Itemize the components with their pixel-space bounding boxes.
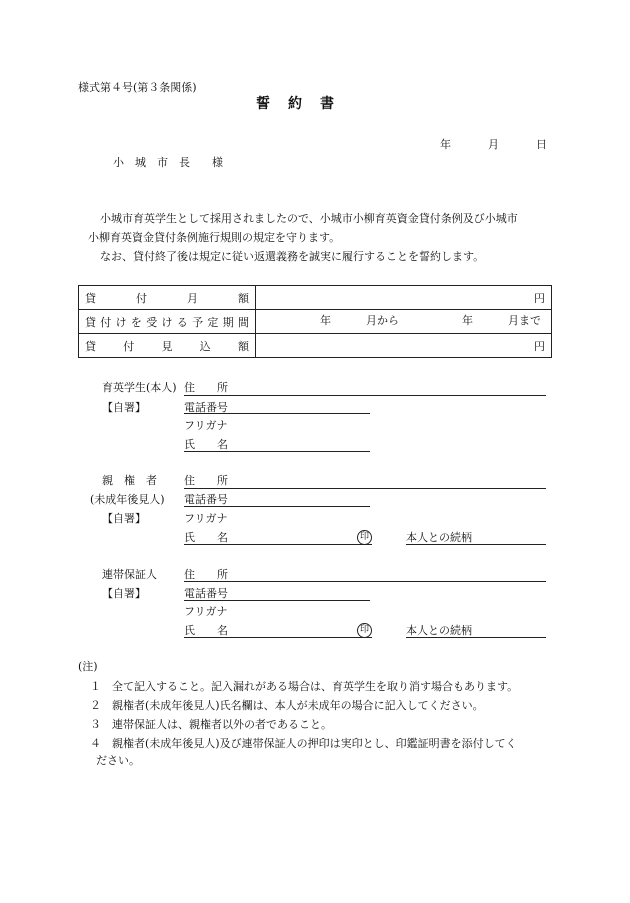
guarantor-address-field[interactable] (184, 581, 546, 582)
estimated-total-label: 貸付見込額 (79, 334, 256, 358)
period-to-month: 月まで (508, 314, 541, 327)
guardian-signature-note: 【自署】 (102, 512, 146, 525)
guarantor-phone-label: 電話番号 (184, 587, 228, 600)
date-month-label: 月 (488, 138, 499, 151)
body-line-1: 小城市育英学生として採用されましたので、小城市小柳育英資金貸付条例及び小城市 (100, 212, 518, 225)
guardian-phone-label: 電話番号 (184, 493, 228, 506)
student-name-field[interactable] (184, 451, 370, 452)
guarantor-relation-label: 本人との続柄 (406, 624, 472, 637)
guarantor-phone-field[interactable] (184, 600, 370, 601)
guarantor-address-label: 住 所 (184, 568, 228, 581)
guardian-furigana-label: フリガナ (184, 512, 228, 525)
monthly-amount-field[interactable] (256, 286, 552, 310)
note-item-continuation: ださい。 (96, 754, 140, 767)
guardian-name-label: 氏 名 (184, 531, 228, 544)
guardian-seal-icon: 印 (357, 530, 372, 545)
yen-unit: 円 (534, 291, 545, 305)
date-day-label: 日 (536, 138, 547, 151)
monthly-amount-label: 貸付月額 (79, 286, 256, 310)
student-name-label: 氏 名 (184, 438, 228, 451)
student-phone-label: 電話番号 (184, 401, 228, 414)
guarantor-signature-note: 【自署】 (102, 587, 146, 600)
student-address-label: 住 所 (184, 381, 228, 394)
addressee: 小 城 市 長 様 (113, 156, 223, 169)
note-item: ４ 親権者(未成年後見人)及び連帯保証人の押印は実印とし、印鑑証明書を添付してく (90, 737, 517, 750)
yen-unit: 円 (534, 339, 545, 353)
guardian-phone-field[interactable] (184, 506, 370, 507)
period-to-year: 年 (462, 314, 473, 327)
table-row (79, 310, 552, 334)
guarantor-name-label: 氏 名 (184, 624, 228, 637)
guardian-relation-field[interactable] (406, 544, 546, 545)
loan-table (78, 285, 552, 358)
guardian-name-field[interactable] (184, 544, 372, 545)
notes-heading: (注) (78, 660, 98, 673)
note-item: ２ 親権者(未成年後見人)氏名欄は、本人が未成年の場合に記入してください。 (90, 699, 484, 712)
guardian-address-label: 住 所 (184, 474, 228, 487)
form-number: 様式第４号(第３条関係) (78, 81, 197, 94)
guarantor-furigana-label: フリガナ (184, 605, 228, 618)
note-item: ３ 連帯保証人は、親権者以外の者であること。 (90, 718, 332, 731)
estimated-total-field[interactable] (256, 334, 552, 358)
guarantor-name-field[interactable] (184, 637, 372, 638)
guarantor-heading: 連帯保証人 (102, 568, 157, 581)
table-row (79, 334, 552, 358)
date-year-label: 年 (440, 138, 451, 151)
loan-period-label: 貸付けを受ける予定期間 (79, 310, 256, 334)
guarantor-seal-icon: 印 (357, 623, 372, 638)
guardian-relation-label: 本人との続柄 (406, 531, 472, 544)
student-address-field[interactable] (184, 395, 546, 396)
period-from-year: 年 (320, 314, 331, 327)
guardian-heading-sub: (未成年後見人) (90, 493, 165, 506)
document-title: 誓 約 書 (256, 96, 336, 112)
note-item: １ 全て記入すること。記入漏れがある場合は、育英学生を取り消す場合もあります。 (90, 680, 519, 693)
period-from-month: 月から (366, 314, 399, 327)
body-line-3: なお、貸付終了後は規定に従い返還義務を誠実に履行することを誓約します。 (100, 250, 485, 263)
body-line-2: 小柳育英資金貸付条例施行規則の規定を守ります。 (88, 231, 341, 244)
table-row (79, 286, 552, 310)
guardian-address-field[interactable] (184, 488, 546, 489)
loan-period-field[interactable] (256, 310, 552, 334)
guarantor-relation-field[interactable] (406, 637, 546, 638)
student-furigana-label: フリガナ (184, 419, 228, 432)
student-heading: 育英学生(本人) (102, 381, 177, 394)
guardian-heading: 親 権 者 (102, 474, 157, 487)
student-signature-note: 【自署】 (102, 401, 146, 414)
student-phone-field[interactable] (184, 413, 370, 414)
